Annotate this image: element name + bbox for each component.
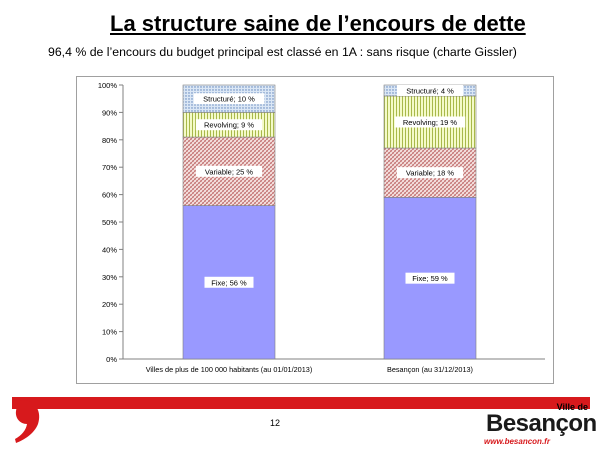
data-label: Variable; 18 % — [405, 168, 455, 178]
y-tick-label: 0% — [106, 355, 117, 364]
x-category-label: Villes de plus de 100 000 habitants (au 01/01/2013) — [145, 365, 313, 374]
y-tick-label: 20% — [101, 300, 117, 310]
y-tick-label: 100% — [97, 81, 117, 90]
y-tick-label: 80% — [101, 135, 117, 145]
y-tick-label: 50% — [101, 218, 117, 227]
data-label: Structuré; 4 % — [406, 86, 454, 96]
logo-name-text: Besançon — [486, 410, 597, 437]
page-number: 12 — [270, 418, 281, 428]
y-tick-label: 90% — [101, 108, 117, 118]
y-tick-label: 70% — [101, 163, 117, 173]
stacked-bar-chart — [76, 76, 554, 384]
logo-url-text: www.besancon.fr — [484, 437, 550, 446]
y-tick-label: 60% — [101, 190, 117, 200]
besancon-logo — [478, 400, 596, 448]
chart-canvas — [77, 77, 555, 385]
data-label: Fixe; 59 % — [412, 274, 448, 284]
slide-title: La structure saine de l’encours de dette — [110, 11, 526, 36]
data-label: Fixe; 56 % — [211, 278, 247, 288]
x-category-label: Besançon (au 31/12/2013) — [386, 365, 474, 374]
y-tick-label: 30% — [101, 272, 117, 282]
y-tick-label: 10% — [101, 327, 117, 337]
slide-subtitle: 96,4 % de l’encours du budget principal est classé en 1A : sans risque (charte Gissler) — [48, 45, 517, 59]
logo-ville-text: Ville de — [556, 402, 588, 412]
data-label: Structuré; 10 % — [203, 94, 255, 104]
data-label: Variable; 25 % — [204, 167, 254, 177]
y-tick-label: 40% — [101, 245, 117, 255]
data-label: Revolving; 19 % — [402, 117, 458, 127]
comma-logo-icon — [12, 398, 48, 444]
data-label: Revolving; 9 % — [203, 120, 255, 130]
